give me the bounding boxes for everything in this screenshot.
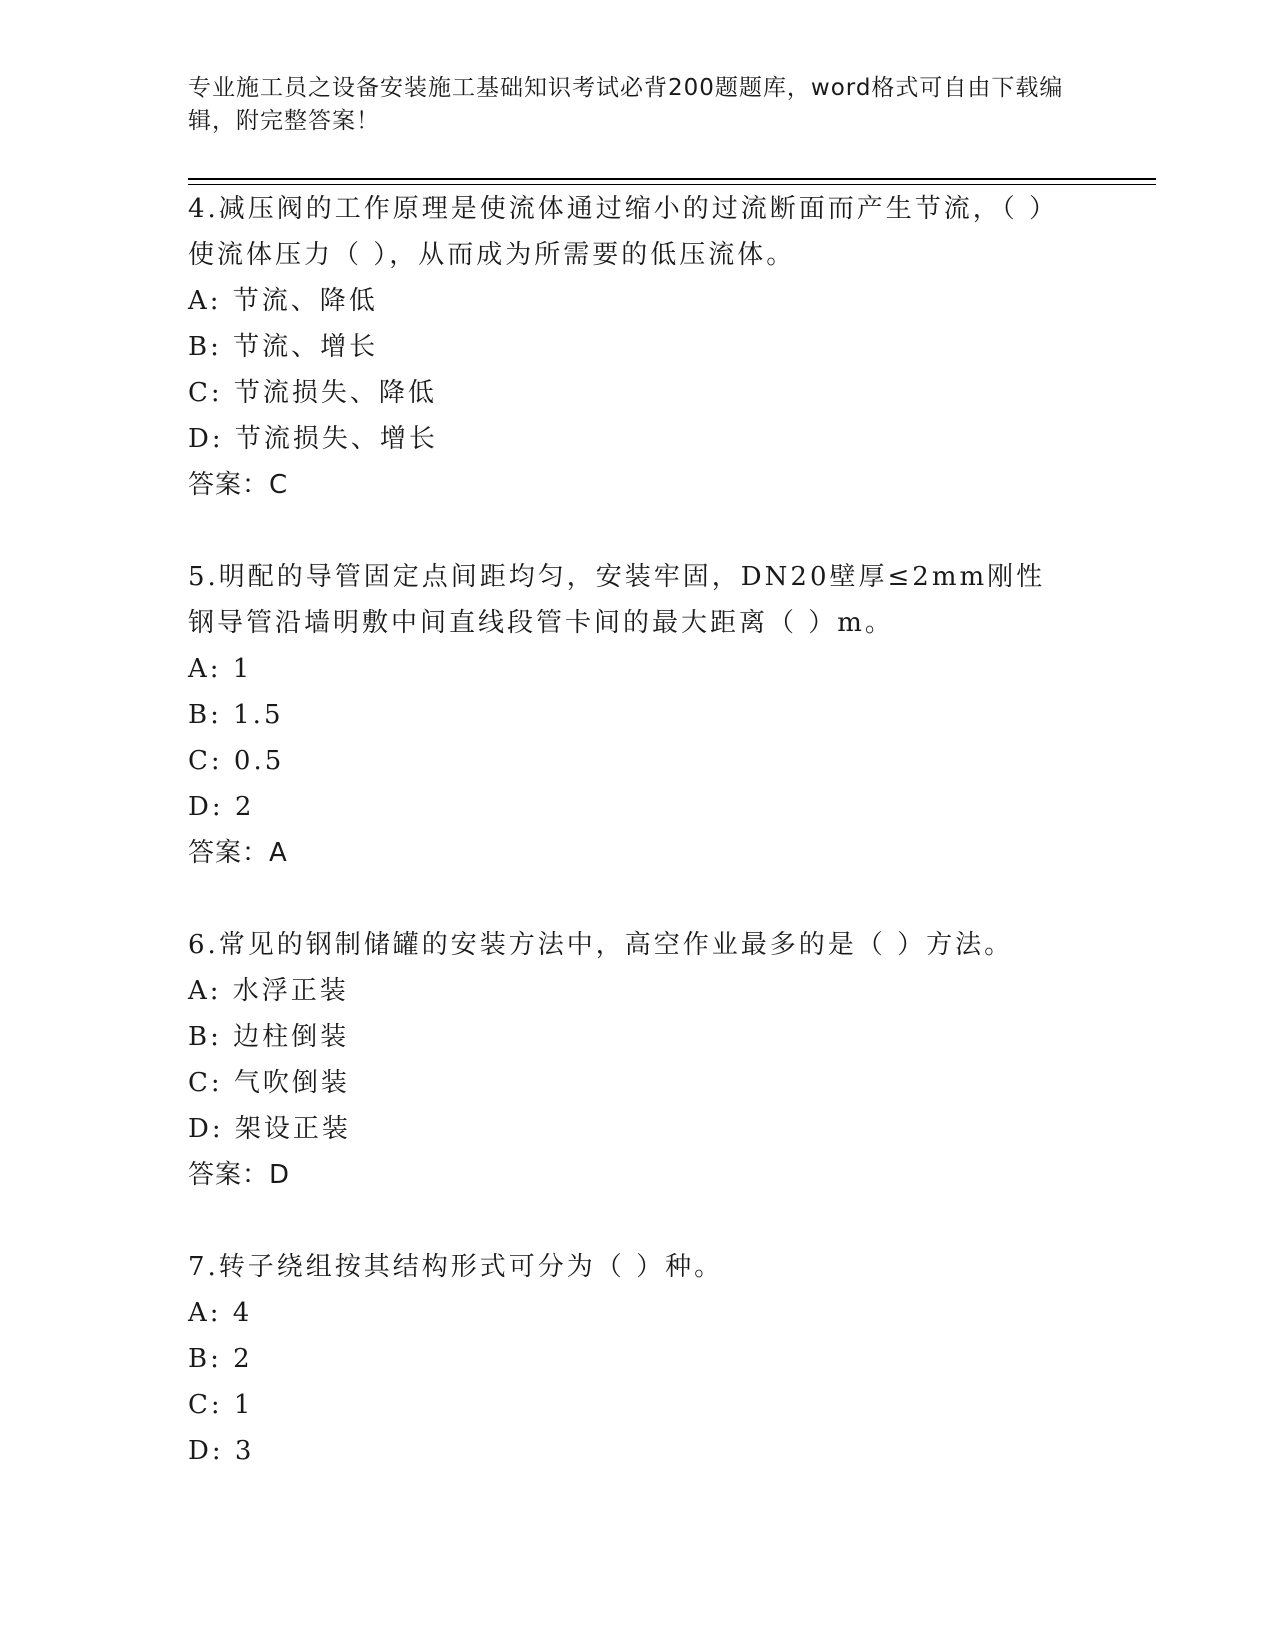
option-b: B: 1.5: [188, 700, 284, 730]
option-c: C: 气吹倒装: [188, 1068, 350, 1098]
option-d: D: 节流损失、增长: [188, 424, 438, 454]
header-divider-thin: [188, 184, 1156, 185]
option-c: C: 0.5: [188, 746, 285, 776]
question-stem: 5.明配的导管固定点间距均匀，安装牢固，DN20壁厚≤2mm刚性钢导管沿墙明敷中间直线段管卡间的最大距离（ ）m。: [188, 562, 1046, 638]
option-d: D: 3: [188, 1436, 255, 1466]
answer-line: 答案：D: [188, 1160, 291, 1190]
option-a: A: 1: [188, 654, 253, 684]
question-5: [188, 554, 1068, 876]
answer-line: 答案：C: [188, 470, 289, 500]
option-a: A: 节流、降低: [188, 286, 378, 316]
document-header: 专业施工员之设备安装施工基础知识考试必背200题题库，word格式可自由下载编辑，附完整答案！: [188, 75, 1064, 134]
question-stem: 6.常见的钢制储罐的安装方法中，高空作业最多的是（ ）方法。: [188, 930, 1014, 960]
option-d: D: 2: [188, 792, 255, 822]
question-6: [188, 922, 1068, 1198]
option-c: C: 节流损失、降低: [188, 378, 437, 408]
question-7: [188, 1244, 1068, 1474]
question-list: [188, 186, 1068, 1520]
option-a: A: 4: [188, 1298, 253, 1328]
option-d: D: 架设正装: [188, 1114, 351, 1144]
question-4: [188, 186, 1068, 508]
question-stem: 7.转子绕组按其结构形式可分为（ ）种。: [188, 1252, 724, 1282]
option-b: B: 2: [188, 1344, 253, 1374]
header-divider-thick: [188, 178, 1156, 180]
question-stem: 4.减压阀的工作原理是使流体通过缩小的过流断面而产生节流，（ ）使流体压力（ ），从而成为所需要的低压流体。: [188, 194, 1059, 270]
option-a: A: 水浮正装: [188, 976, 349, 1006]
option-b: B: 节流、增长: [188, 332, 379, 362]
option-b: B: 边柱倒装: [188, 1022, 350, 1052]
option-c: C: 1: [188, 1390, 254, 1420]
answer-line: 答案：A: [188, 838, 288, 868]
